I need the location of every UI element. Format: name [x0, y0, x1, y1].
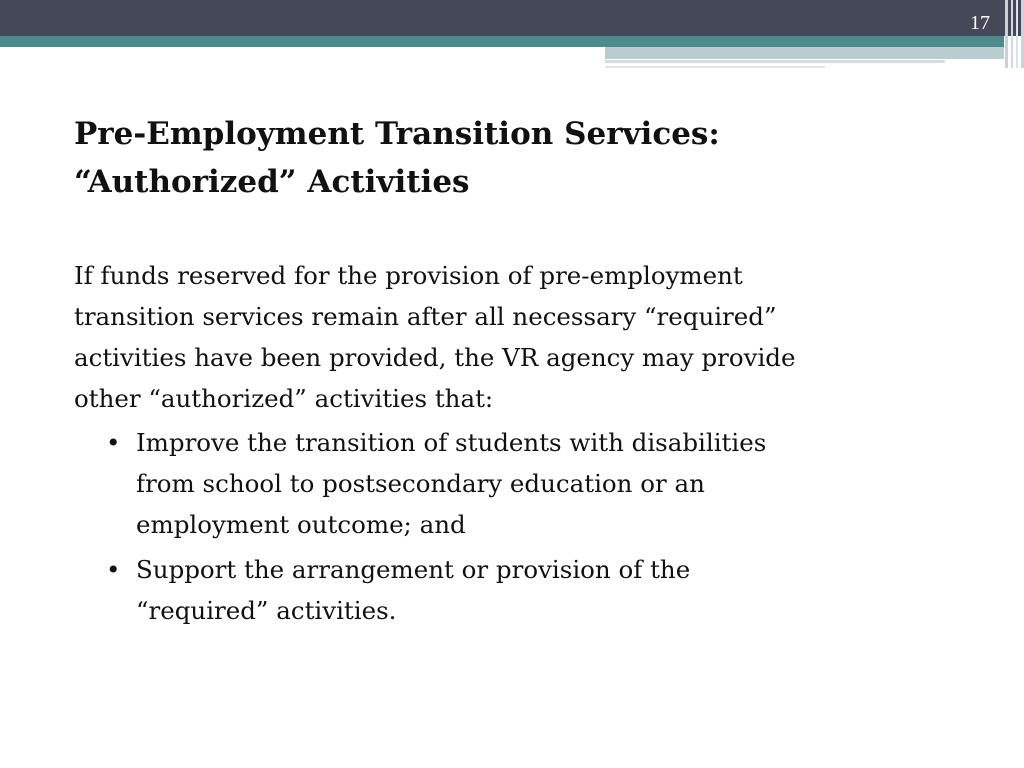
decorative-bar — [1011, 0, 1013, 68]
bullet-item — [103, 422, 943, 545]
slide-title-line: Pre-Employment Transition Services: — [74, 116, 720, 152]
accent-band — [0, 36, 1004, 47]
bullet-list — [103, 422, 943, 635]
intro-line: other “authorized” activities that: — [74, 384, 494, 413]
slide-number: 17 — [970, 12, 990, 34]
intro-line: transition services remain after all necessary “required” — [74, 302, 777, 331]
bullet-marker: • — [106, 428, 121, 457]
decorative-bar — [1005, 0, 1008, 68]
accent-band-light — [605, 47, 1004, 59]
header-band — [0, 0, 1024, 36]
bullet-line: “required” activities. — [136, 596, 397, 625]
intro-line: activities have been provided, the VR agency may provide — [74, 343, 796, 372]
decorative-rule — [605, 60, 945, 63]
slide-title-line: “Authorized” Activities — [74, 164, 470, 200]
bullet-marker: • — [106, 555, 121, 584]
bullet-line: Improve the transition of students with disabilities — [136, 428, 767, 457]
decorative-rule — [605, 66, 825, 68]
intro-paragraph — [74, 255, 974, 419]
intro-line: If funds reserved for the provision of pre-employment — [74, 261, 743, 290]
decorative-bar — [1016, 0, 1018, 68]
bullet-line: Support the arrangement or provision of the — [136, 555, 691, 584]
bullet-line: from school to postsecondary education or an — [136, 469, 705, 498]
slide-title — [74, 110, 974, 206]
bullet-line: employment outcome; and — [136, 510, 466, 539]
bullet-item — [103, 549, 943, 631]
